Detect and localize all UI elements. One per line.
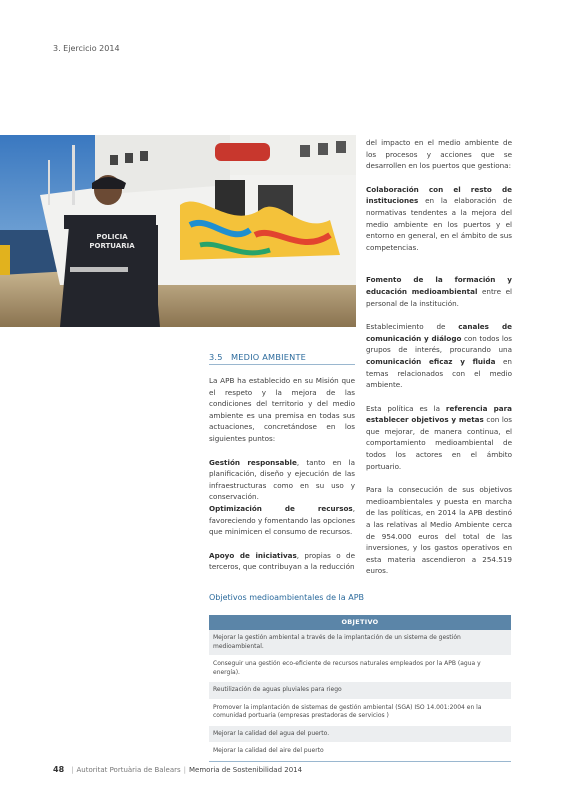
objectives-table [209,615,511,762]
footer-organization: Autoritat Portuària de Balears [76,766,181,774]
right-p2-bold: Colaboración con el resto de instituciones [366,184,512,206]
section-number: 3.5 [209,352,223,362]
right-paragraph-2 [366,184,512,254]
right-p5-bold: referencia para establecer objetivos y metas [366,403,512,425]
table-row: Mejorar la gestión ambiental a través de la implantación de un sistema de gestión medioambiental. [209,630,511,656]
left-p3-text: , propias o de terceros, que contribuyan a la reducción [209,550,355,572]
right-p1-text: del impacto en el medio ambiente de los procesos y acciones que se desarrollen en los puertos que gestiona: [366,138,512,171]
table-header: OBJETIVO [209,615,511,630]
table-title: Objetivos medioambientales de la APB [209,593,365,602]
right-paragraph-3 [366,274,512,309]
table-row: Promover la implantación de sistemas de gestión ambiental (SGA) ISO 14.001:2004 en la comunidad portuaria (empresas prestadoras de servicios ) [209,700,511,726]
left-p1-text: , tanto en la planificación, diseño y ejecución de las infraestructuras como en su uso y conservación. [209,457,355,502]
chapter-header: 3. Ejercicio 2014 [53,44,120,53]
right-p3-bold: Fomento de la formación y educación medioambiental [366,275,512,296]
left-paragraph-3 [209,550,355,573]
right-paragraph-1 [366,137,512,172]
table-row: Reutilización de aguas pluviales para riego [209,682,511,700]
right-paragraph-5 [366,403,512,473]
right-p4-a: Establecimiento de [366,322,459,332]
left-p2-text: , favoreciendo y fomentando las opciones que minimicen el consumo de recursos. [209,503,355,537]
left-p2-bold: Optimización de recursos [209,503,353,513]
left-intro: La APB ha establecido en su Misión que el respeto y la mejora de las condiciones del territorio y del medio ambiente es una premisa en todas sus actuaciones, concretándose en los siguientes puntos: [209,376,355,443]
section-title [209,352,306,362]
left-column [209,375,355,573]
table-row: Mejorar la calidad del agua del puerto. [209,726,511,744]
right-p4-bold1: canales de comunicación y diálogo [366,322,512,343]
vest-text-1: POLICIA [96,233,128,241]
right-p3-text: entre el personal de la institución. [366,286,512,308]
footer-document: Memoria de Sostenibilidad 2014 [189,766,303,774]
right-p2-text: en la elaboración de normativas tendentes a la mejora del medio ambiente en los puertos y el entorno en general, en el ámbito de sus competencias. [366,196,512,252]
left-p1-bold: Gestión responsable [209,457,297,467]
right-p4-b: con todos los grupos de interés, procurando una [366,333,512,355]
table-row: Conseguir una gestión eco-eficiente de recursos naturales empleados por la APB (agua y energía). [209,656,511,682]
right-p4-c: en temas relacionados con el medio ambiente. [366,356,512,390]
port-police-photo [0,135,356,327]
page-number: 48 [53,765,65,774]
left-paragraph-2 [209,503,355,538]
left-p3-bold: Apoyo de iniciativas [209,550,297,560]
footer-separator: | [71,766,74,774]
right-paragraph-4 [366,321,512,391]
table-bottom-rule [209,761,511,762]
right-p6-text: Para la consecución de sus objetivos medioambientales y puesta en marcha de las políticas, en 2014 la APB destinó a las relativas al Medio Ambiente cerca de 954.000 euros del total de las inversiones, y los gastos operativos en esta materia ascendieron a 254.519 euros. [366,485,512,576]
left-paragraph-1 [209,457,355,503]
right-column [366,137,512,577]
vest-text-2: PORTUARIA [89,242,135,250]
section-name: MEDIO AMBIENTE [231,352,307,362]
right-p5-b: con los que mejorar, de manera continua, el comportamiento medioambiental de todos los actores en el ámbito portuario. [366,415,512,471]
page-footer [53,765,302,774]
footer-separator: | [183,766,187,774]
right-p4-bold2: comunicación eficaz y fluida [366,356,496,366]
right-p5-a: Esta política es la [366,403,446,413]
right-paragraph-6 [366,484,512,577]
table-row: Mejorar la calidad del aire del puerto [209,743,511,761]
section-divider [209,364,355,365]
